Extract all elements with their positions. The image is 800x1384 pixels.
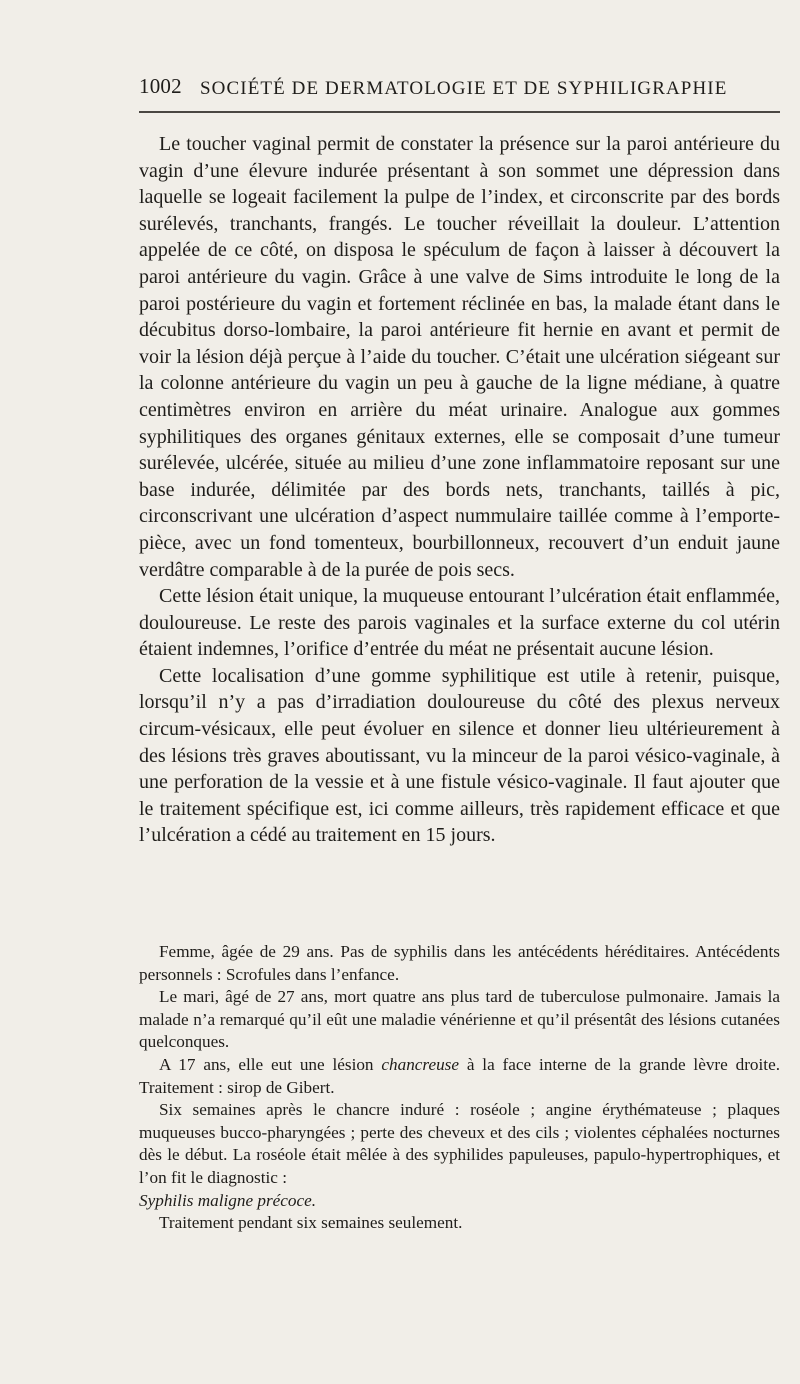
main-text-block xyxy=(139,131,780,849)
case-paragraph-3 xyxy=(139,1054,780,1099)
case-paragraph-1: Femme, âgée de 29 ans. Pas de syphilis dans les antécédents héréditaires. Antécédents personnels : Scrofules dans l’enfance. xyxy=(139,942,780,984)
case-paragraph-5: Traitement pendant six semaines seulement. xyxy=(159,1213,463,1233)
case-paragraph-4: Six semaines après le chancre induré : roséole ; angine érythémateuse ; plaques muqueuses bucco-pharyngées ; perte des cheveux et des cils ; violentes céphalées nocturnes dès le début. La roséole était mêlée à des syphilides papuleuses, papulo-hypertrophiques, et l’on fit le diagnostic : xyxy=(139,1100,780,1187)
header-rule xyxy=(139,111,780,113)
case-report-block xyxy=(139,941,780,1235)
page-number: 1002 xyxy=(139,74,182,98)
main-paragraph-1: Le toucher vaginal permit de constater la présence sur la paroi antérieure du vagin d’une élevure indurée présentant à son sommet une dépression dans laquelle se logeait facilement la pulpe de l’index, et circonscrite par des bords surélevés, tranchants, frangés. Le toucher réveillait la douleur. L’attention appelée de ce côté, on disposa le spéculum de façon à laisser à découvert la paroi antérieure du vagin. Grâce à une valve de Sims introduite le long de la paroi postérieure du vagin et fortement réclinée en bas, la malade étant dans le décubitus dorso-lombaire, la paroi antérieure fit hernie en avant et permit de voir la lésion déjà perçue à l’aide du toucher. C’était une ulcération siégeant sur la colonne antérieure du vagin un peu à gauche de la ligne médiane, à quatre centimètres environ en arrière du méat urinaire. Analogue aux gommes syphilitiques des organes génitaux externes, elle se composait d’une tumeur surélevée, ulcérée, située au milieu d’une zone inflammatoire reposant sur une base indurée, délimitée par des bords nets, tranchants, taillés à pic, circonscrivant une ulcération d’aspect nummulaire taillée comme à l’emporte-pièce, avec un fond tomenteux, bourbillonneux, recouvert d’un enduit jaune verdâtre comparable à de la purée de pois secs. xyxy=(139,133,780,581)
diagnosis-line: Syphilis maligne précoce. xyxy=(139,1190,317,1210)
case-paragraph-3-italic: chancreuse xyxy=(381,1054,460,1074)
main-paragraph-3: Cette localisation d’une gomme syphilitique est utile à retenir, puisque, lorsqu’il n’y a pas d’irradiation douloureuse du côté des plexus nerveux circum-vésicaux, elle peut évoluer en silence et donner lieu ultérieurement à des lésions très graves aboutissant, vu la minceur de la paroi vésico-vaginale, à une perforation de la vessie et à une fistule vésico-vaginale. Il faut ajouter que le traitement spécifique est, ici comme ailleurs, très rapidement efficace et que l’ulcération a cédé au traitement en 15 jours. xyxy=(139,664,780,847)
page-header xyxy=(139,70,780,104)
case-paragraph-3-start: A 17 ans, elle eut une lésion xyxy=(159,1054,382,1074)
case-paragraph-2: Le mari, âgé de 27 ans, mort quatre ans plus tard de tuberculose pulmonaire. Jamais la malade n’a remarqué qu’il eût une maladie vénérienne et qu’il présentât des lésions cutanées quelconques. xyxy=(139,987,780,1052)
case-paragraph-3-end: à la face interne de la grande lèvre droite. Traitement : sirop de Gibert. xyxy=(139,1054,780,1097)
running-title: SOCIÉTÉ DE DERMATOLOGIE ET DE SYPHILIGRAPHIE xyxy=(200,78,728,99)
main-paragraph-2: Cette lésion était unique, la muqueuse entourant l’ulcération était enflammée, douloureuse. Le reste des parois vaginales et la surface externe du col utérin étaient indemnes, l’orifice d’entrée du méat ne présentait aucune lésion. xyxy=(139,585,780,661)
